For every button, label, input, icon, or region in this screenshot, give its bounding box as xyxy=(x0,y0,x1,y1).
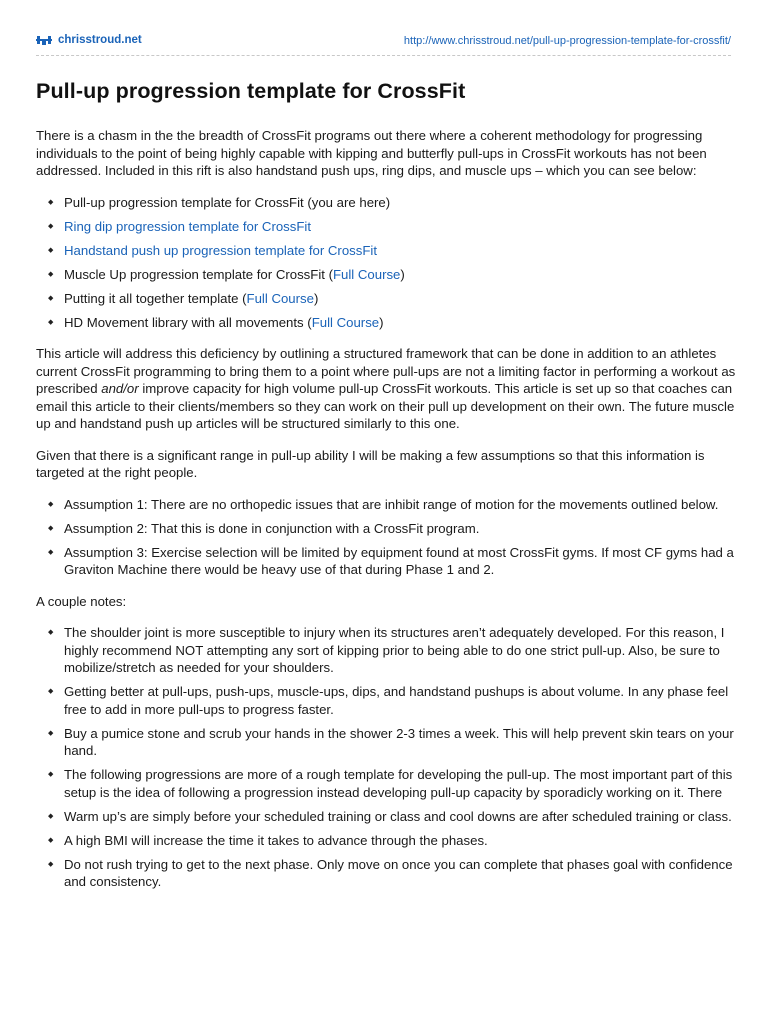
together-template-full-course-link[interactable]: Full Course xyxy=(246,290,314,306)
diamond-bullet-icon: ◆ xyxy=(48,729,54,737)
site-name: chrisstroud.net xyxy=(58,34,142,46)
diamond-bullet-icon: ◆ xyxy=(48,222,54,230)
handstand-push-up-link[interactable]: Handstand push up progression template for CrossFit xyxy=(64,242,377,258)
site-logo-icon xyxy=(36,35,52,45)
list-item: ◆ Pull-up progression template for CrossFit (you are here) xyxy=(48,194,391,210)
list-item: ◆ The following progressions are more of a rough template for developing the pull-up. The most important part of this setup is the idea of following a progression instead developing pull-up capacity by sporadicly working on it. There xyxy=(48,767,733,800)
list-item: ◆ Assumption 2: That this is done in conjunction with a CrossFit program. xyxy=(48,520,480,536)
diamond-bullet-icon: ◆ xyxy=(48,318,54,326)
diamond-bullet-icon: ◆ xyxy=(48,524,54,532)
notes-heading: A couple notes: xyxy=(36,593,127,609)
diamond-bullet-icon: ◆ xyxy=(48,688,54,696)
ring-dip-link[interactable]: Ring dip progression template for CrossFit xyxy=(64,218,312,234)
movement-library-full-course-link[interactable]: Full Course xyxy=(311,314,380,330)
page-url-link[interactable]: http://www.chrisstroud.net/pull-up-progression-template-for-crossfit/ xyxy=(403,35,731,47)
diamond-bullet-icon: ◆ xyxy=(48,548,54,556)
list-item: ◆ Putting it all together template (Full Course) xyxy=(48,290,319,306)
deficiency-paragraph: This article will address this deficiency by outlining a structured framework that can be done in addition to an athletes current CrossFit programming to bring them to a point where pull-ups are not a limiting factor in performing a workout as prescribed and/or improve capacity for high volume pull-up CrossFit workouts. This article is set up so that coaches can email this article to their clients/members so they can work on their pull up development on their own. The future muscle up and handstand push up articles will be structured similarly to this one. xyxy=(36,346,736,432)
list-item: ◆ Buy a pumice stone and scrub your hands in the shower 2-3 times a week. This will help prevent skin tears on your hand. xyxy=(48,725,734,759)
article-title: Pull-up progression template for CrossFit xyxy=(36,79,466,103)
diamond-bullet-icon: ◆ xyxy=(48,270,54,278)
diamond-bullet-icon: ◆ xyxy=(48,629,54,637)
notes-list xyxy=(36,624,736,891)
article-body xyxy=(36,127,736,905)
assumptions-intro: Given that there is a significant range in pull-up ability I will be making a few assumptions so that this information is targeted at the right people. xyxy=(36,447,705,481)
list-item: ◆ A high BMI will increase the time it takes to advance through the phases. xyxy=(48,832,488,848)
list-item: ◆ Getting better at pull-ups, push-ups, muscle-ups, dips, and handstand pushups is about volume. In any phase feel free to add in more pull-ups to progress faster. xyxy=(48,684,729,717)
diamond-bullet-icon: ◆ xyxy=(48,860,54,868)
diamond-bullet-icon: ◆ xyxy=(48,812,54,820)
header-divider xyxy=(36,55,731,56)
list-item: ◆ Assumption 1: There are no orthopedic issues that are inhibit range of motion for the movements outlined below. xyxy=(48,496,719,512)
muscle-up-full-course-link[interactable]: Full Course xyxy=(332,266,401,282)
diamond-bullet-icon: ◆ xyxy=(48,198,54,206)
list-item: ◆ The shoulder joint is more susceptible to injury when its structures aren’t adequately developed. For this reason, I highly recommend NOT attempting any sort of kipping prior to being able to do one strict pull-up. Also, be sure to mobilize/stretch as needed for your shoulders. xyxy=(48,625,725,676)
diamond-bullet-icon: ◆ xyxy=(48,246,54,254)
list-item: ◆ HD Movement library with all movements (Full Course) xyxy=(48,314,384,330)
diamond-bullet-icon: ◆ xyxy=(48,294,54,302)
page-header xyxy=(36,34,731,48)
site-link[interactable] xyxy=(36,34,142,46)
series-list xyxy=(36,194,736,332)
diamond-bullet-icon: ◆ xyxy=(48,836,54,844)
list-item: ◆ Warm up’s are simply before your scheduled training or class and cool downs are after scheduled training or class. xyxy=(48,808,732,824)
assumptions-list xyxy=(36,496,736,579)
list-item: ◆ Assumption 3: Exercise selection will be limited by equipment found at most CrossFit gyms. If most CF gyms had a Graviton Machine there would be heavy use of that during Phase 1 and 2. xyxy=(48,544,734,578)
intro-paragraph: There is a chasm in the the breadth of CrossFit programs out there where a coherent methodology for progressing individuals to the point of being highly capable with kipping and butterfly pull-ups in CrossFit workouts has not been addressed. Included in this rift is also handstand push ups, ring dips, and muscle ups – which you can see below: xyxy=(36,128,707,178)
list-item xyxy=(36,242,736,260)
diamond-bullet-icon: ◆ xyxy=(48,771,54,779)
list-item: ◆ Do not rush trying to get to the next phase. Only move on once you can complete that phases goal with confidence and consistency. xyxy=(48,856,733,890)
list-item xyxy=(36,218,736,236)
list-item: ◆ Muscle Up progression template for CrossFit (Full Course) xyxy=(48,266,405,282)
diamond-bullet-icon: ◆ xyxy=(48,500,54,508)
